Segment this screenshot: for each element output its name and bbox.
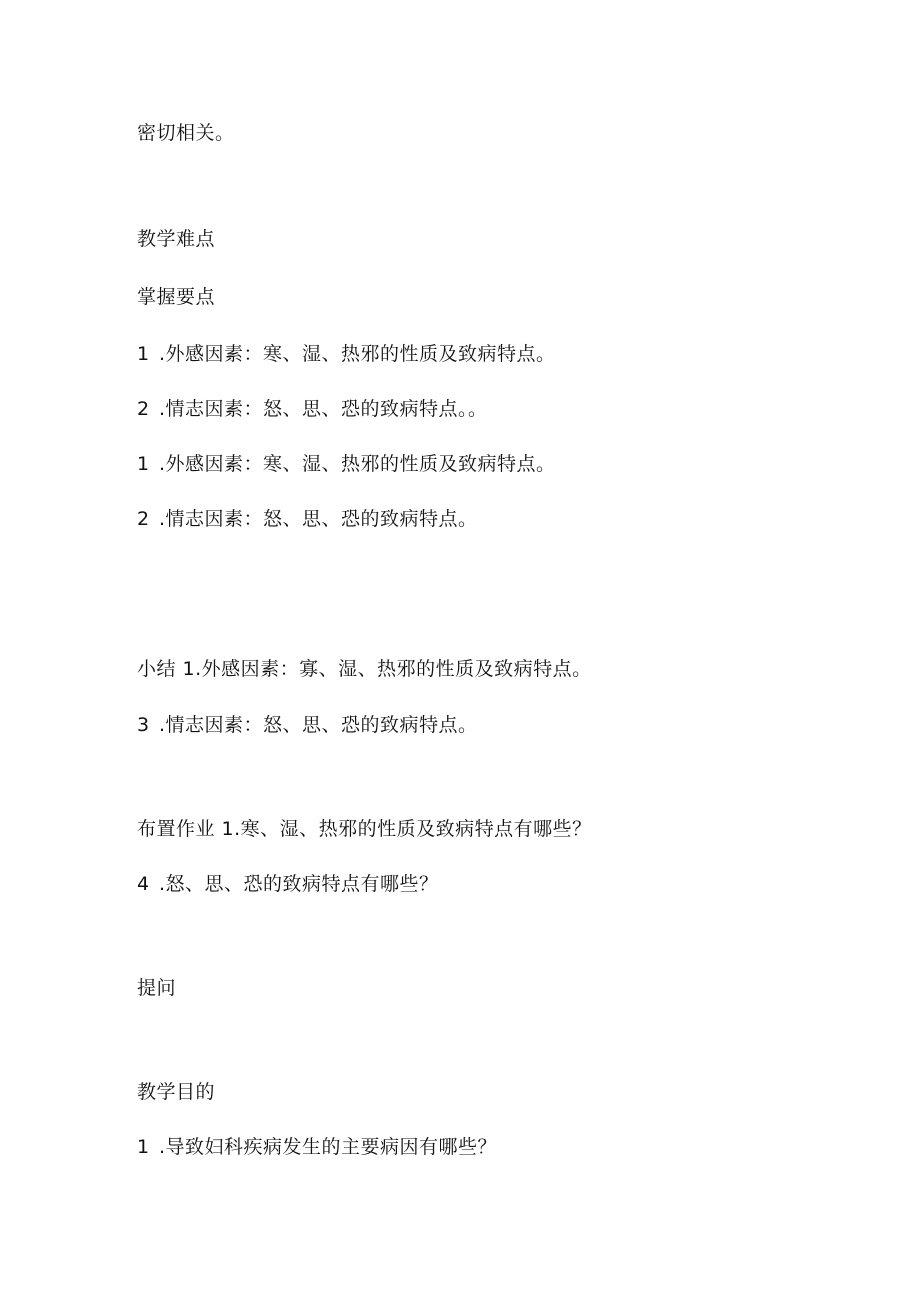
list-number: 2: [137, 508, 150, 530]
list-number: 4: [137, 873, 150, 895]
list-number: 1: [137, 1136, 150, 1158]
summary-line: 小结 1.外感因素：寡、湿、热邪的性质及致病特点。: [137, 658, 592, 680]
list-item: [137, 713, 478, 737]
list-text: .怒、思、恐的致病特点有哪些？: [159, 873, 439, 895]
list-item: [137, 397, 488, 421]
section-heading-key-points: 掌握要点: [137, 286, 216, 308]
list-text: .情志因素：怒、思、恐的致病特点。: [159, 508, 478, 530]
list-item: [137, 342, 556, 366]
list-item: [137, 1135, 497, 1159]
text-line: 密切相关。: [137, 122, 235, 144]
list-number: 3: [137, 714, 150, 736]
section-heading-questions: 提问: [137, 977, 177, 999]
list-item: [137, 452, 556, 476]
list-item: [137, 507, 478, 531]
list-text: .外感因素：寒、湿、热邪的性质及致病特点。: [159, 453, 556, 475]
homework-line: 布置作业 1.寒、湿、热邪的性质及致病特点有哪些？: [137, 818, 592, 840]
list-number: 2: [137, 398, 150, 420]
list-number: 1: [137, 343, 150, 365]
list-text: .外感因素：寒、湿、热邪的性质及致病特点。: [159, 343, 556, 365]
list-number: 1: [137, 453, 150, 475]
list-text: .导致妇科疾病发生的主要病因有哪些？: [159, 1136, 498, 1158]
section-heading-teaching-objectives: 教学目的: [137, 1081, 216, 1103]
section-heading-teaching-difficulty: 教学难点: [137, 228, 216, 250]
list-item: [137, 872, 439, 896]
list-text: .情志因素：怒、思、恐的致病特点。: [159, 714, 478, 736]
list-text: .情志因素：怒、思、恐的致病特点。。: [159, 398, 488, 420]
